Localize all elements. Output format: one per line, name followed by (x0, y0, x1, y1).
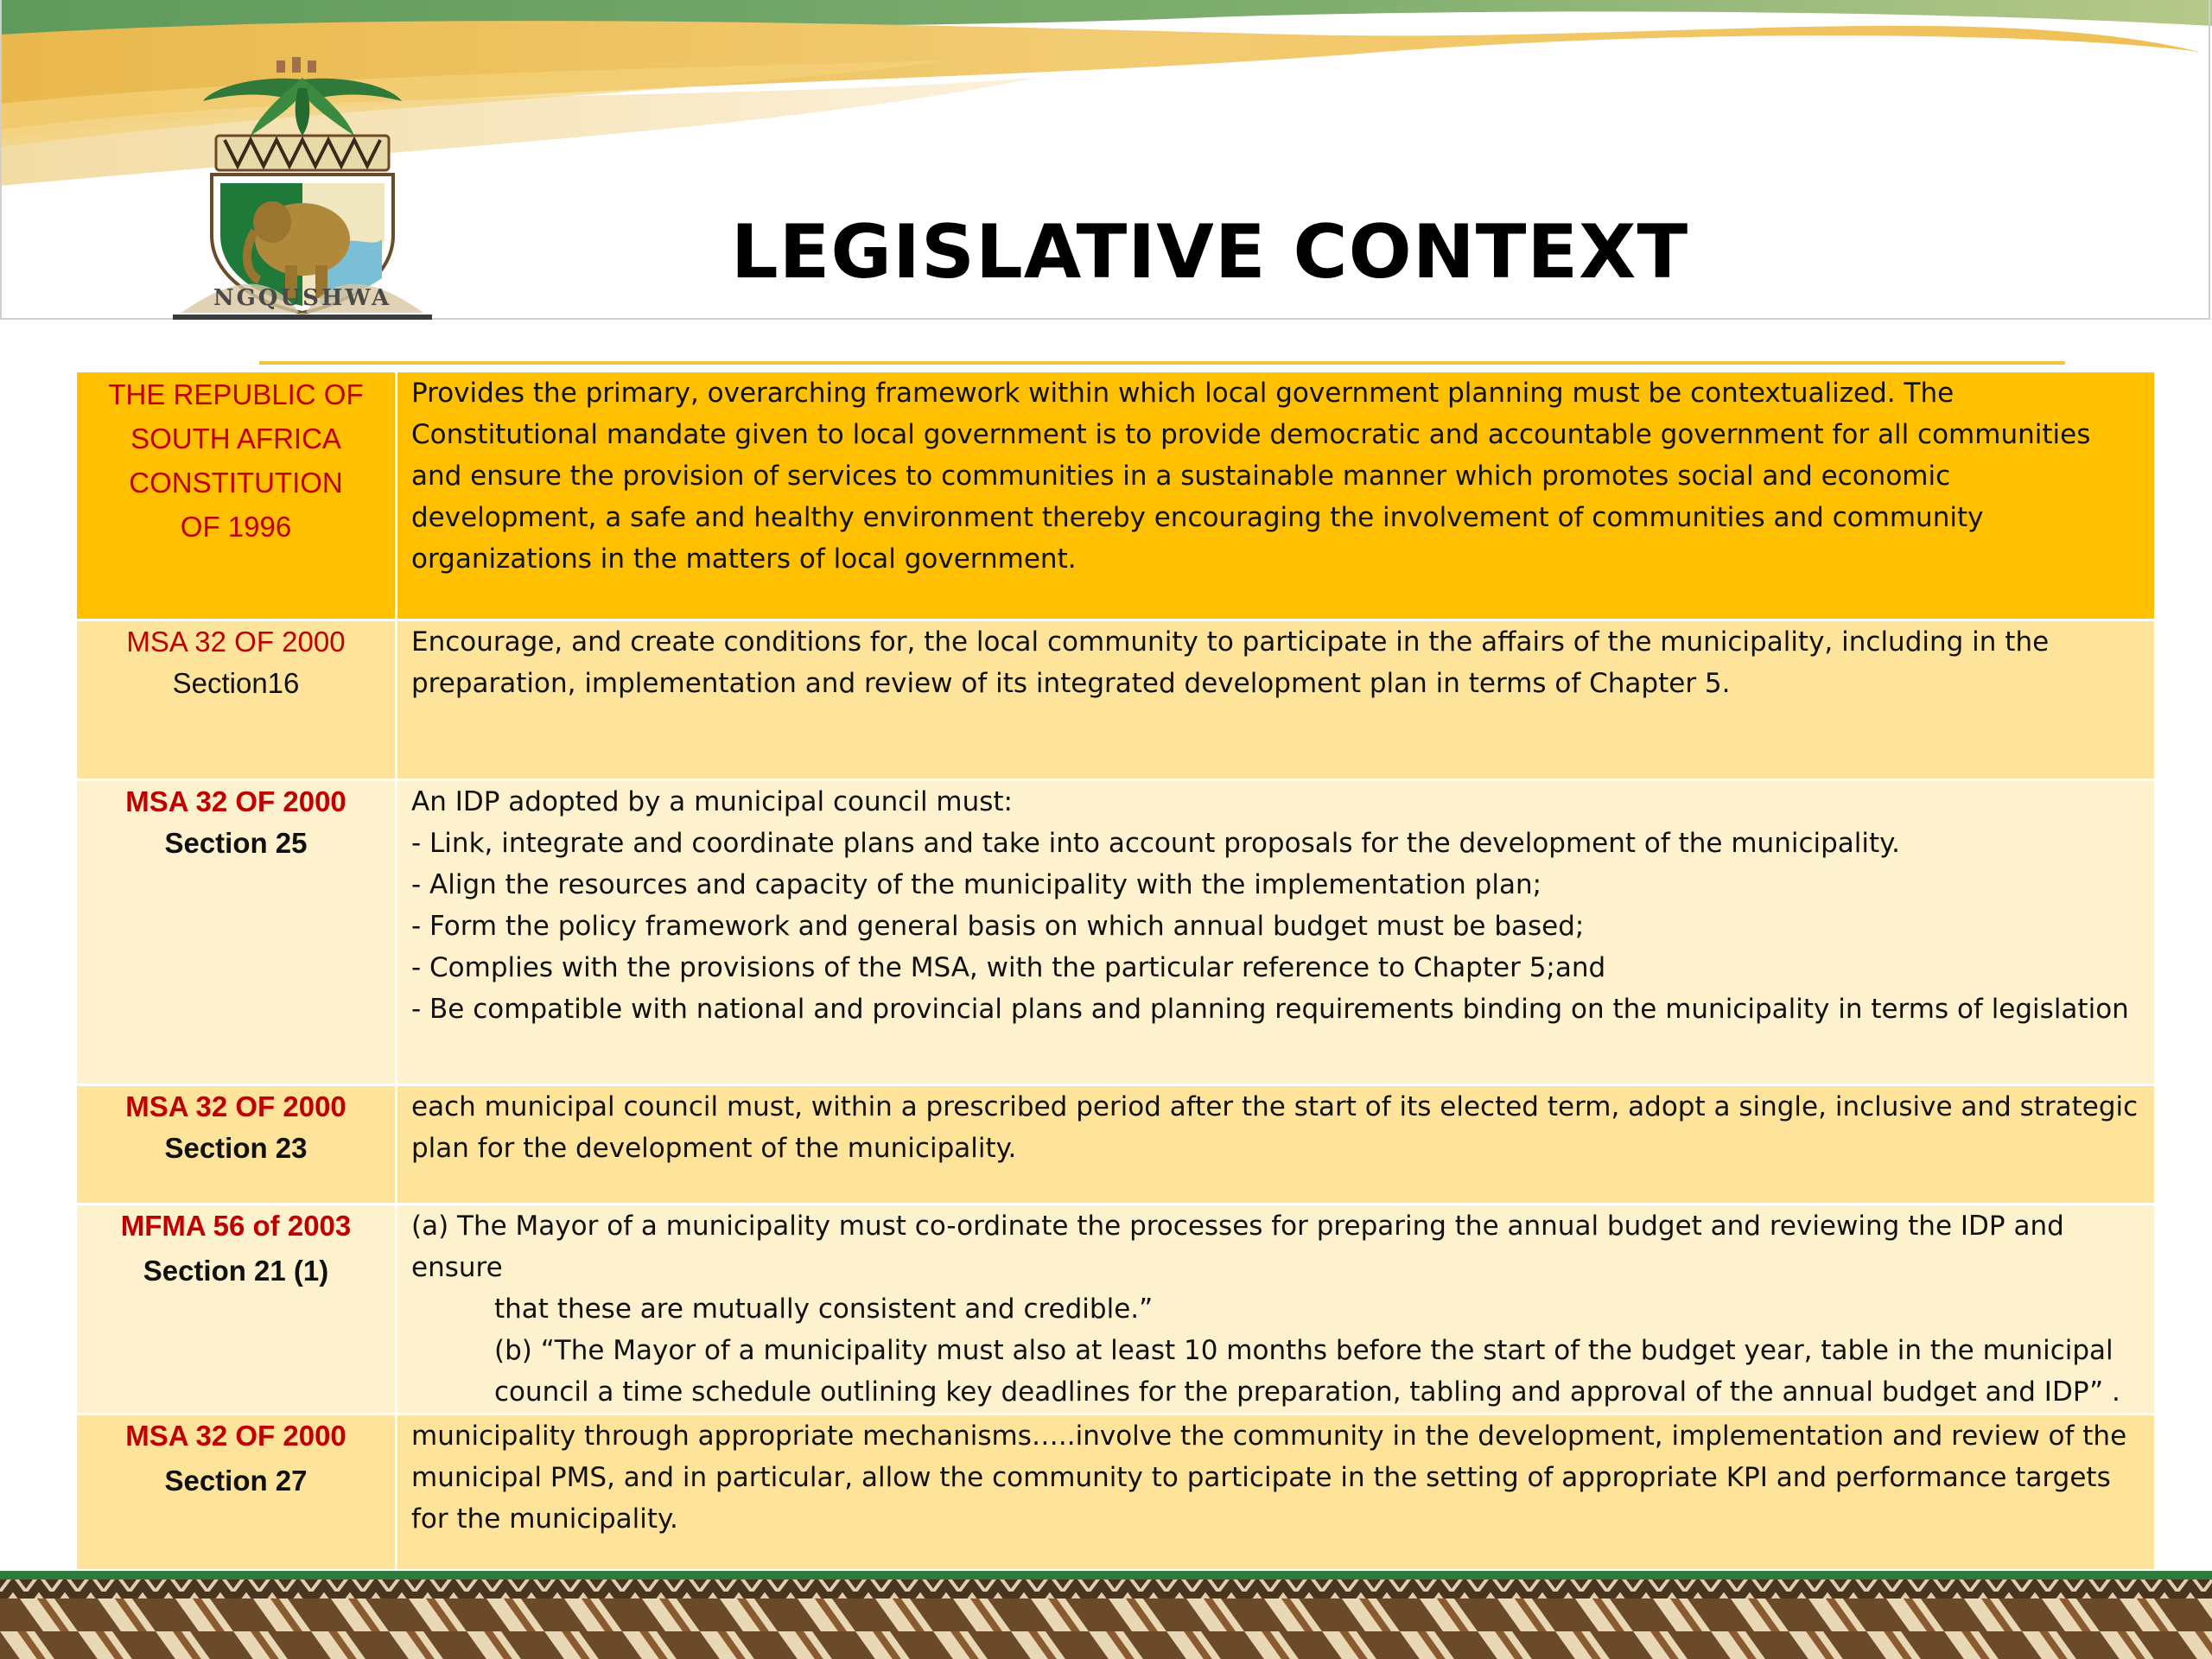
law-cell (76, 780, 397, 1085)
table-row (76, 620, 2156, 780)
description-bullet: - Complies with the provisions of the MSA, with the particular reference to Chapter 5;and (411, 952, 1606, 983)
law-name-line: SOUTH AFRICA (130, 423, 341, 454)
description-cell (397, 620, 2156, 780)
description-cell (397, 1085, 2156, 1205)
footer-pattern-border (0, 1571, 2212, 1659)
description-text: Encourage, and create conditions for, the local community to participate in the affairs of the municipality, including in the preparation, implementation and review of its integrated development plan in terms of Chapter 5. (411, 626, 2050, 699)
description-cell (397, 372, 2156, 620)
legislative-context-table (74, 370, 2157, 1572)
law-name-line: CONSTITUTION (129, 467, 343, 499)
table-row (76, 1414, 2156, 1571)
description-bullet: - Align the resources and capacity of the municipality with the implementation plan; (411, 869, 1542, 900)
section-label: Section 27 (164, 1465, 308, 1497)
description-text-continued: that these are mutually consistent and credible.” (494, 1294, 1154, 1325)
description-cell (397, 1414, 2156, 1571)
law-cell (76, 620, 397, 780)
description-bullet: - Link, integrate and coordinate plans and take into account proposals for the development of the municipality. (411, 828, 1900, 859)
page-title: LEGISLATIVE CONTEXT (730, 209, 1689, 296)
municipal-crest-logo (156, 54, 449, 321)
law-cell (76, 1085, 397, 1205)
description-text: Provides the primary, overarching framework within which local government planning must be contextualized. The Constitutional mandate given to local government is to provide democratic and accountable government for all communities and ensure the provision of services to communities in a sustainable manner which promotes social and economic development, a safe and healthy environment thereby encouraging the involvement of communities and community organizations in the matters of local government. (411, 378, 2091, 575)
title-underline-divider (259, 361, 2065, 365)
law-name-line: MSA 32 OF 2000 (125, 1090, 346, 1122)
law-name-line: MSA 32 OF 2000 (125, 1420, 346, 1452)
section-label: Section 25 (164, 827, 308, 859)
section-label: Section16 (172, 667, 300, 699)
crest-name-text: NGQUSHWA (213, 285, 392, 311)
description-text: (a) The Mayor of a municipality must co-ordinate the processes for preparing the annual budget and reviewing the IDP and ensure (411, 1211, 2064, 1283)
description-bullet: - Be compatible with national and provincial plans and planning requirements binding on the municipality in terms of legislation (411, 994, 2129, 1025)
description-text-b: (b) “The Mayor of a municipality must also at least 10 months before the start of the budget year, table in the municipal council a time schedule outlining key deadlines for the preparation, tabling and approval of the annual budget and IDP” . (494, 1335, 2120, 1408)
description-bullet: - Form the policy framework and general basis on which annual budget must be based; (411, 911, 1585, 942)
law-name-line: MSA 32 OF 2000 (125, 785, 346, 817)
table-row (76, 372, 2156, 620)
law-cell (76, 372, 397, 620)
law-name-line: THE REPUBLIC OF (108, 378, 364, 410)
table-row (76, 1085, 2156, 1205)
section-label: Section 21 (1) (143, 1255, 329, 1287)
table-row (76, 1205, 2156, 1414)
section-label: Section 23 (164, 1132, 308, 1164)
law-name-line: MSA 32 OF 2000 (126, 626, 346, 658)
description-text: each municipal council must, within a prescribed period after the start of its elected term, adopt a single, inclusive and strategic plan for the development of the municipality. (411, 1091, 2139, 1164)
description-text: municipality through appropriate mechanisms…..involve the community in the development, implementation and review of the municipal PMS, and in particular, allow the community to participate in the setting of appropriate KPI and performance targets for the municipality. (411, 1421, 2127, 1535)
description-cell (397, 1205, 2156, 1414)
table-row (76, 780, 2156, 1085)
description-cell (397, 780, 2156, 1085)
slide-header (0, 0, 2212, 321)
description-text: An IDP adopted by a municipal council must: (411, 786, 1014, 817)
law-cell (76, 1205, 397, 1414)
law-cell (76, 1414, 397, 1571)
law-name-line: OF 1996 (180, 511, 292, 543)
law-name-line: MFMA 56 of 2003 (120, 1210, 352, 1242)
